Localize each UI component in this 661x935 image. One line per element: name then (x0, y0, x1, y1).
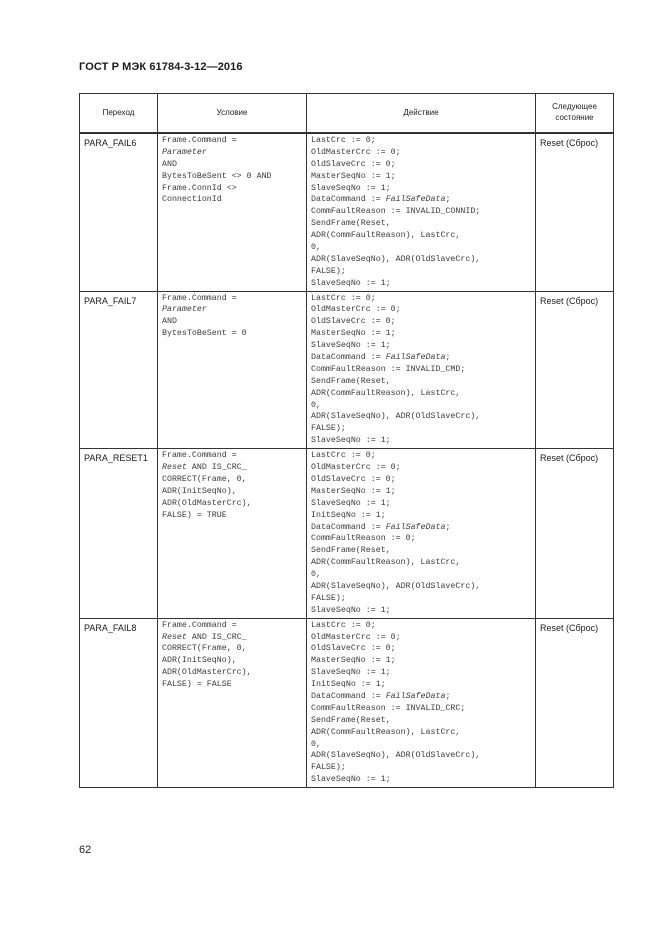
condition-line: Frame.Command = (162, 293, 237, 303)
action-line (311, 194, 535, 206)
condition-line: CORRECT(Frame, 0, (162, 644, 247, 654)
condition-line: Frame.Command = (162, 620, 237, 630)
action-line (311, 352, 535, 364)
condition-line: AND (162, 317, 177, 327)
column-header-next-state (536, 94, 614, 134)
action-line-suffix: ; (445, 195, 451, 205)
action-line: OldSlaveCrc := 0; (311, 644, 396, 654)
action-cell (307, 449, 536, 618)
condition-line (162, 632, 306, 644)
action-line: CommFaultReason := INVALID_CONNID; (311, 207, 481, 217)
next-state-cell: Reset (Сброс) (536, 133, 614, 291)
action-line: FALSE); (311, 266, 346, 276)
table-header-row (80, 94, 614, 134)
action-line: SlaveSeqNo := 1; (311, 278, 391, 288)
action-line: SendFrame(Reset, (311, 546, 391, 556)
action-line: SendFrame(Reset, (311, 376, 391, 386)
table-body (80, 133, 614, 788)
column-header-next-state-line1: Следующее (552, 102, 597, 112)
action-line: ADR(SlaveSeqNo), ADR(OldSlaveCrc), (311, 254, 481, 264)
action-line: MasterSeqNo := 1; (311, 656, 396, 666)
condition-line: Parameter (162, 305, 207, 315)
transition-cell: PARA_RESET1 (80, 449, 158, 618)
action-line: OldMasterCrc := 0; (311, 632, 401, 642)
action-line: ADR(SlaveSeqNo), ADR(OldSlaveCrc), (311, 412, 481, 422)
action-line: 0, (311, 739, 321, 749)
condition-line: ADR(InitSeqNo), (162, 486, 237, 496)
transition-cell: PARA_FAIL7 (80, 291, 158, 449)
table-row (80, 618, 614, 787)
action-line: SlaveSeqNo := 1; (311, 498, 391, 508)
table-row (80, 291, 614, 449)
action-line: ADR(CommFaultReason), LastCrc, (311, 558, 461, 568)
action-cell (307, 133, 536, 291)
condition-line: FALSE) = FALSE (162, 680, 232, 690)
action-line-italic: FailSafeData (385, 522, 446, 532)
action-line: 0, (311, 243, 321, 253)
action-line: MasterSeqNo := 1; (311, 329, 396, 339)
action-line: SlaveSeqNo := 1; (311, 341, 391, 351)
transition-cell: PARA_FAIL8 (80, 618, 158, 787)
condition-line: Parameter (162, 147, 207, 157)
action-line: ADR(CommFaultReason), LastCrc, (311, 388, 461, 398)
action-line: SendFrame(Reset, (311, 219, 391, 229)
action-line: MasterSeqNo := 1; (311, 171, 396, 181)
condition-line: BytesToBeSent <> 0 AND (162, 171, 272, 181)
condition-cell (158, 133, 307, 291)
condition-line-rest: AND IS_CRC_ (186, 463, 247, 473)
condition-line: ADR(InitSeqNo), (162, 656, 237, 666)
condition-line: ADR(OldMasterCrc), (162, 668, 252, 678)
action-line-suffix: ; (445, 522, 451, 532)
action-cell (307, 291, 536, 449)
action-line: OldSlaveCrc := 0; (311, 159, 396, 169)
condition-line-text (162, 633, 247, 642)
action-line: LastCrc := 0; (311, 451, 376, 461)
action-line-prefix: DataCommand := (311, 353, 386, 363)
action-line: OldSlaveCrc := 0; (311, 317, 396, 327)
action-line: OldMasterCrc := 0; (311, 147, 401, 157)
document-header: ГОСТ Р МЭК 61784-3-12—2016 (79, 61, 243, 73)
condition-cell (158, 618, 307, 787)
action-line: ADR(CommFaultReason), LastCrc, (311, 231, 461, 241)
action-line: SlaveSeqNo := 1; (311, 183, 391, 193)
condition-cell (158, 291, 307, 449)
condition-line (162, 462, 306, 474)
action-line (311, 691, 535, 703)
action-line: OldMasterCrc := 0; (311, 305, 401, 315)
action-line-italic: FailSafeData (385, 691, 446, 701)
condition-line: ConnectionId (162, 195, 222, 205)
action-line: ADR(SlaveSeqNo), ADR(OldSlaveCrc), (311, 751, 481, 761)
action-line (311, 522, 535, 534)
column-header-next-state-line2: состояние (555, 113, 594, 122)
column-header-action: Действие (307, 94, 536, 134)
table-row (80, 449, 614, 618)
page-number: 62 (79, 844, 92, 856)
action-line: InitSeqNo := 1; (311, 510, 386, 520)
action-line: ADR(CommFaultReason), LastCrc, (311, 727, 461, 737)
action-line: SlaveSeqNo := 1; (311, 605, 391, 615)
action-line: FALSE); (311, 424, 346, 434)
action-line: FALSE); (311, 763, 346, 773)
condition-line-rest: AND IS_CRC_ (186, 632, 247, 642)
action-line: FALSE); (311, 593, 346, 603)
action-line: 0, (311, 570, 321, 580)
condition-cell (158, 449, 307, 618)
column-header-transition: Переход (80, 94, 158, 134)
condition-line-text (162, 463, 247, 472)
action-cell (307, 618, 536, 787)
action-line: SlaveSeqNo := 1; (311, 775, 391, 785)
action-line-suffix: ; (445, 691, 451, 701)
state-transition-table (79, 93, 614, 788)
transition-cell: PARA_FAIL6 (80, 133, 158, 291)
next-state-cell: Reset (Сброс) (536, 618, 614, 787)
action-line: 0, (311, 400, 321, 410)
action-line: LastCrc := 0; (311, 293, 376, 303)
condition-line: Frame.ConnId <> (162, 183, 237, 193)
action-line: CommFaultReason := INVALID_CMD; (311, 364, 466, 374)
action-line: ADR(SlaveSeqNo), ADR(OldSlaveCrc), (311, 581, 481, 591)
action-line: MasterSeqNo := 1; (311, 486, 396, 496)
action-line: CommFaultReason := INVALID_CRC; (311, 703, 466, 713)
condition-line-italic: Reset (162, 463, 187, 473)
action-line-prefix: DataCommand := (311, 522, 386, 532)
condition-line: ADR(OldMasterCrc), (162, 498, 252, 508)
condition-line: Frame.Command = (162, 451, 237, 461)
action-line: CommFaultReason := 0; (311, 534, 416, 544)
action-line-prefix: DataCommand := (311, 195, 386, 205)
condition-line: FALSE) = TRUE (162, 510, 227, 520)
condition-line: Frame.Command = (162, 136, 237, 145)
action-line: SlaveSeqNo := 1; (311, 436, 391, 446)
condition-line: AND (162, 159, 177, 169)
action-line-italic: FailSafeData (385, 195, 446, 205)
action-line-suffix: ; (445, 353, 451, 363)
condition-line: CORRECT(Frame, 0, (162, 474, 247, 484)
condition-line-italic: Reset (162, 632, 187, 642)
next-state-cell: Reset (Сброс) (536, 449, 614, 618)
action-line: LastCrc := 0; (311, 620, 376, 630)
action-line: InitSeqNo := 1; (311, 680, 386, 690)
action-line: LastCrc := 0; (311, 136, 376, 145)
action-line-prefix: DataCommand := (311, 691, 386, 701)
table-row (80, 133, 614, 291)
condition-line: BytesToBeSent = 0 (162, 329, 247, 339)
action-line: SendFrame(Reset, (311, 715, 391, 725)
action-line: SlaveSeqNo := 1; (311, 668, 391, 678)
column-header-condition: Условие (158, 94, 307, 134)
action-line: OldMasterCrc := 0; (311, 463, 401, 473)
action-line: OldSlaveCrc := 0; (311, 474, 396, 484)
action-line-italic: FailSafeData (385, 353, 446, 363)
next-state-cell: Reset (Сброс) (536, 291, 614, 449)
